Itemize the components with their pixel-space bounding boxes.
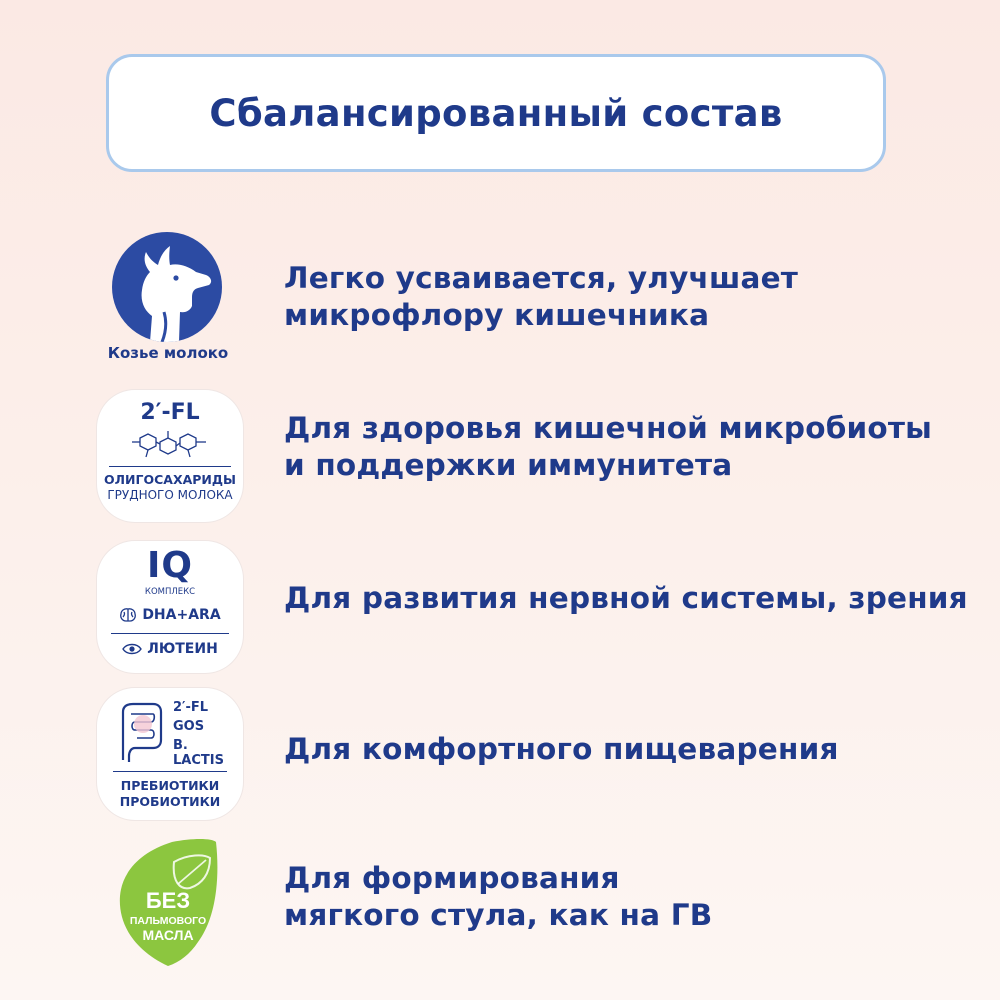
gut-text-1: 2′-FL xyxy=(173,700,209,715)
gut-badge xyxy=(97,688,243,820)
iq-row1-label: DHA+ARA xyxy=(142,607,221,623)
feature-text-4: Для комфортного пищеварения xyxy=(284,732,839,766)
hmo-line2: ГРУДНОГО МОЛОКА xyxy=(107,488,233,502)
hmo-line1: ОЛИГОСАХАРИДЫ xyxy=(104,472,236,487)
gut-text-2: GOS xyxy=(173,719,205,734)
leaf-icon xyxy=(116,838,220,972)
hmo-badge xyxy=(97,390,243,522)
feature-text-2: Для здоровья кишечной микробиоты и поддержки иммунитета xyxy=(284,411,933,482)
molecule-icon xyxy=(130,428,210,460)
intestine-icon xyxy=(113,700,169,766)
palm-line1: БЕЗ xyxy=(145,888,191,913)
iq-badge xyxy=(97,541,243,673)
feature-text-5: Для формирования мягкого стула, как на ГВ xyxy=(284,861,713,932)
iq-row-lutein xyxy=(97,641,243,657)
iq-row2-label: ЛЮТЕИН xyxy=(147,641,218,657)
page-title: Сбалансированный состав xyxy=(209,91,783,135)
goat-milk-caption: Козье молоко xyxy=(107,344,229,362)
gut-line1: ПРЕБИОТИКИ xyxy=(120,778,220,793)
iq-title: IQ xyxy=(147,545,193,586)
iq-row-dha xyxy=(97,607,243,623)
divider xyxy=(111,633,229,634)
eye-icon xyxy=(122,643,142,655)
divider xyxy=(109,466,231,467)
iq-subtitle: КОМПЛЕКС xyxy=(144,587,196,597)
hmo-title: 2′-FL xyxy=(140,400,200,425)
feature-text-3: Для развития нервной системы, зрения xyxy=(284,581,968,615)
divider xyxy=(113,771,227,772)
title-box xyxy=(106,54,886,172)
palm-line3: МАСЛА xyxy=(142,927,194,943)
feature-text-1: Легко усваивается, улучшает микрофлору кишечника xyxy=(284,261,799,332)
gut-text-3: B. LACTIS xyxy=(173,738,224,768)
palm-line2: ПАЛЬМОВОГО xyxy=(129,915,207,927)
gut-line2: ПРОБИОТИКИ xyxy=(119,794,221,809)
brain-icon xyxy=(119,607,137,623)
goat-icon xyxy=(112,232,222,342)
